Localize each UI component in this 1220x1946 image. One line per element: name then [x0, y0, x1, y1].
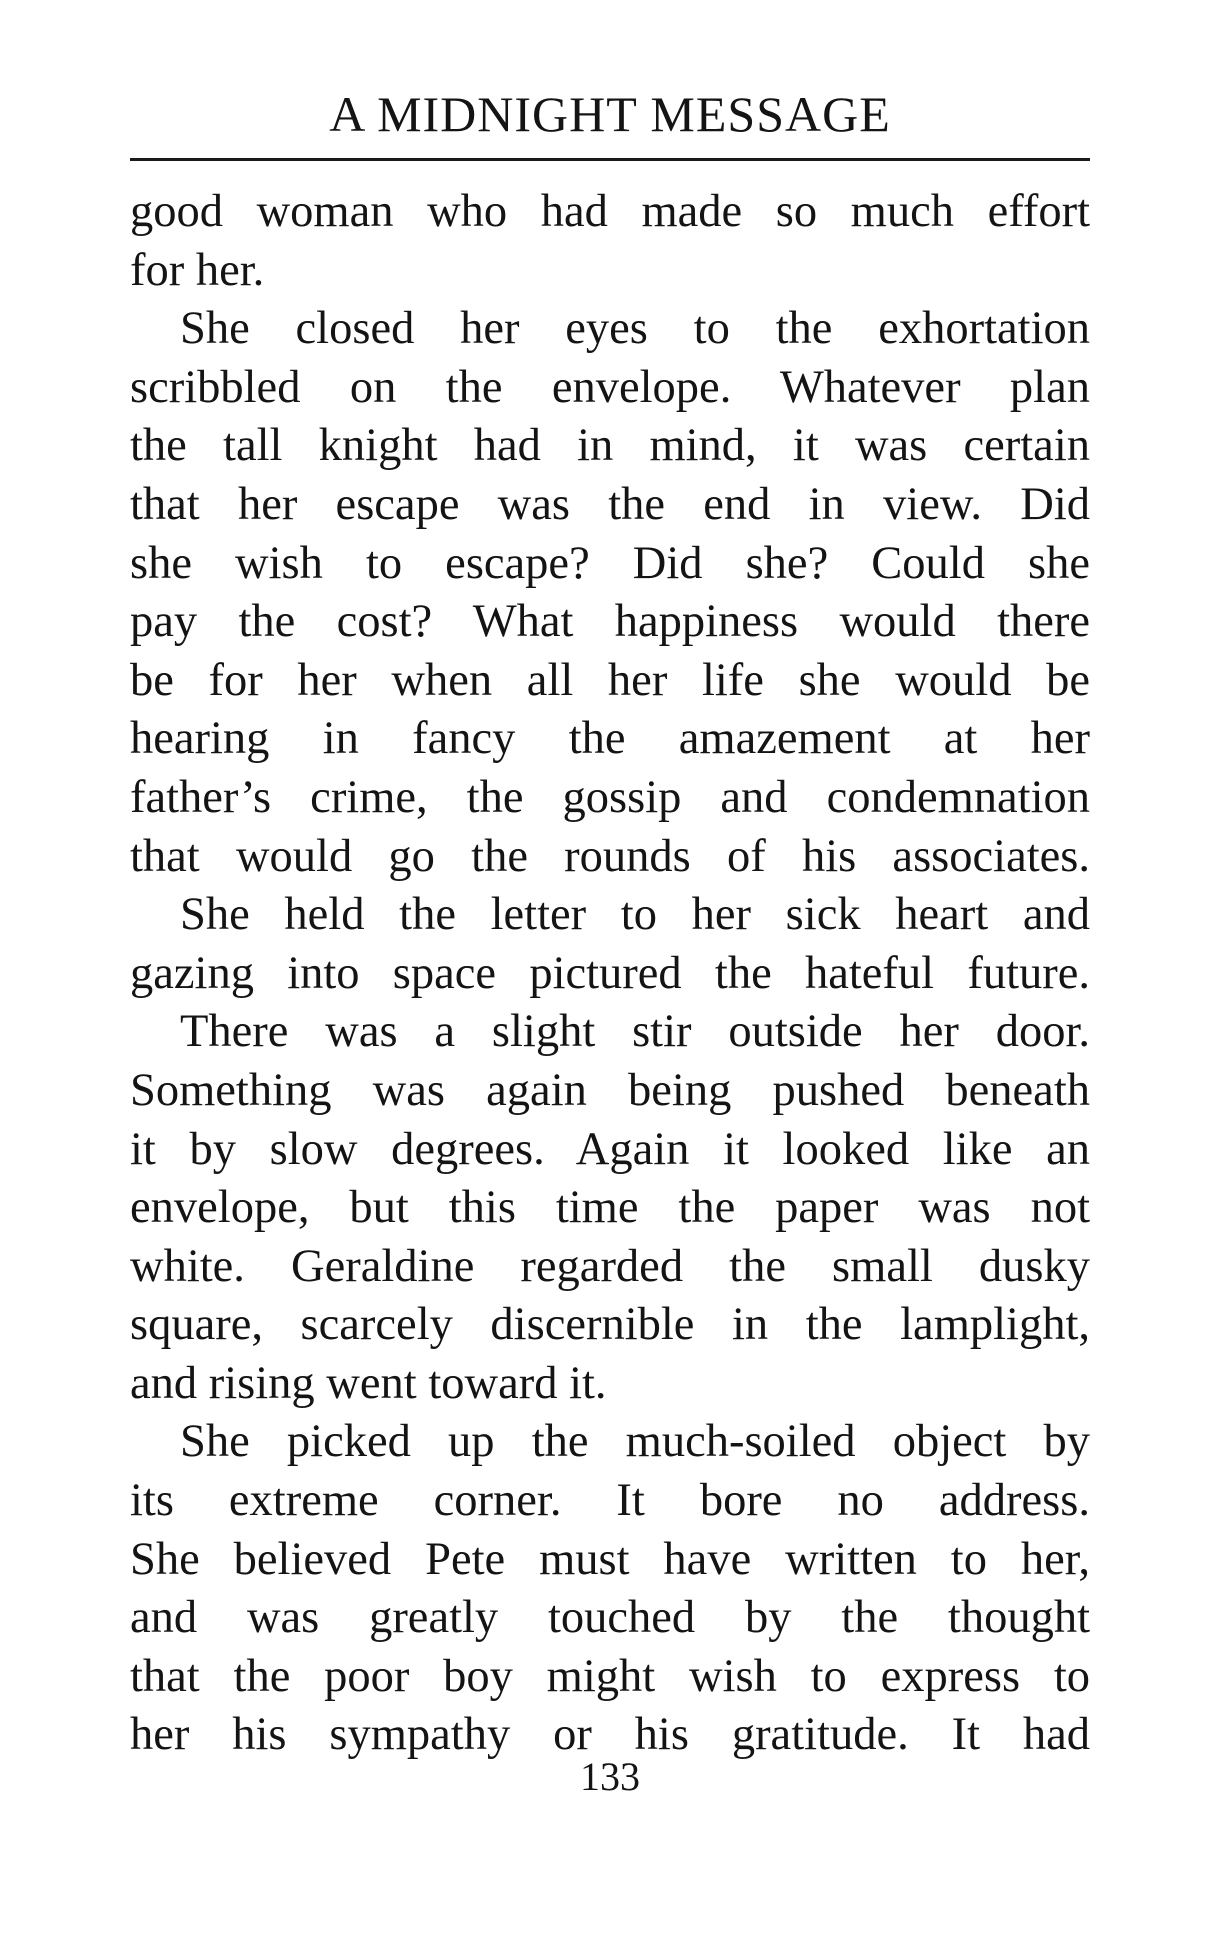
text-line: that her escape was the end in view. Did: [130, 478, 1090, 530]
text-line: and was greatly touched by the thought: [130, 1592, 1090, 1644]
text-line: white. Geraldine regarded the small dusky: [130, 1240, 1090, 1292]
body-text: [130, 183, 1090, 1765]
text-line: scribbled on the envelope. Whatever plan: [130, 361, 1090, 413]
text-line: Something was again being pushed beneath: [130, 1064, 1090, 1116]
text-line: the tall knight had in mind, it was certain: [130, 420, 1090, 472]
text-line: its extreme corner. It bore no address.: [130, 1475, 1090, 1527]
text-line: She picked up the much-soiled object by: [180, 1416, 1090, 1468]
text-line: pay the cost? What happiness would there: [130, 596, 1090, 648]
text-line: She held the letter to her sick heart and: [180, 889, 1090, 941]
text-line: and rising went toward it.: [130, 1357, 607, 1409]
text-line: She closed her eyes to the exhortation: [180, 303, 1090, 355]
text-line: that the poor boy might wish to express to: [130, 1650, 1090, 1702]
page-number: 133: [580, 1754, 640, 1799]
text-line: she wish to escape? Did she? Could she: [130, 537, 1090, 589]
text-line: good woman who had made so much effort: [130, 186, 1090, 237]
text-line: her his sympathy or his gratitude. It had: [130, 1709, 1090, 1761]
text-line: for her.: [130, 244, 265, 296]
text-line: There was a slight stir outside her door.: [180, 1006, 1090, 1058]
text-line: father’s crime, the gossip and condemnation: [130, 771, 1090, 823]
text-line: She believed Pete must have written to her,: [130, 1533, 1090, 1585]
running-head: A MIDNIGHT MESSAGE: [329, 86, 891, 142]
text-line: be for her when all her life she would be: [130, 654, 1090, 706]
text-line: envelope, but this time the paper was not: [130, 1182, 1090, 1234]
header-rule: [130, 158, 1090, 161]
text-line: that would go the rounds of his associates.: [130, 830, 1090, 882]
text-line: it by slow degrees. Again it looked like an: [130, 1123, 1090, 1175]
text-line: square, scarcely discernible in the lamplight,: [130, 1299, 1090, 1351]
text-line: hearing in fancy the amazement at her: [130, 713, 1090, 765]
text-line: gazing into space pictured the hateful future.: [130, 947, 1090, 999]
